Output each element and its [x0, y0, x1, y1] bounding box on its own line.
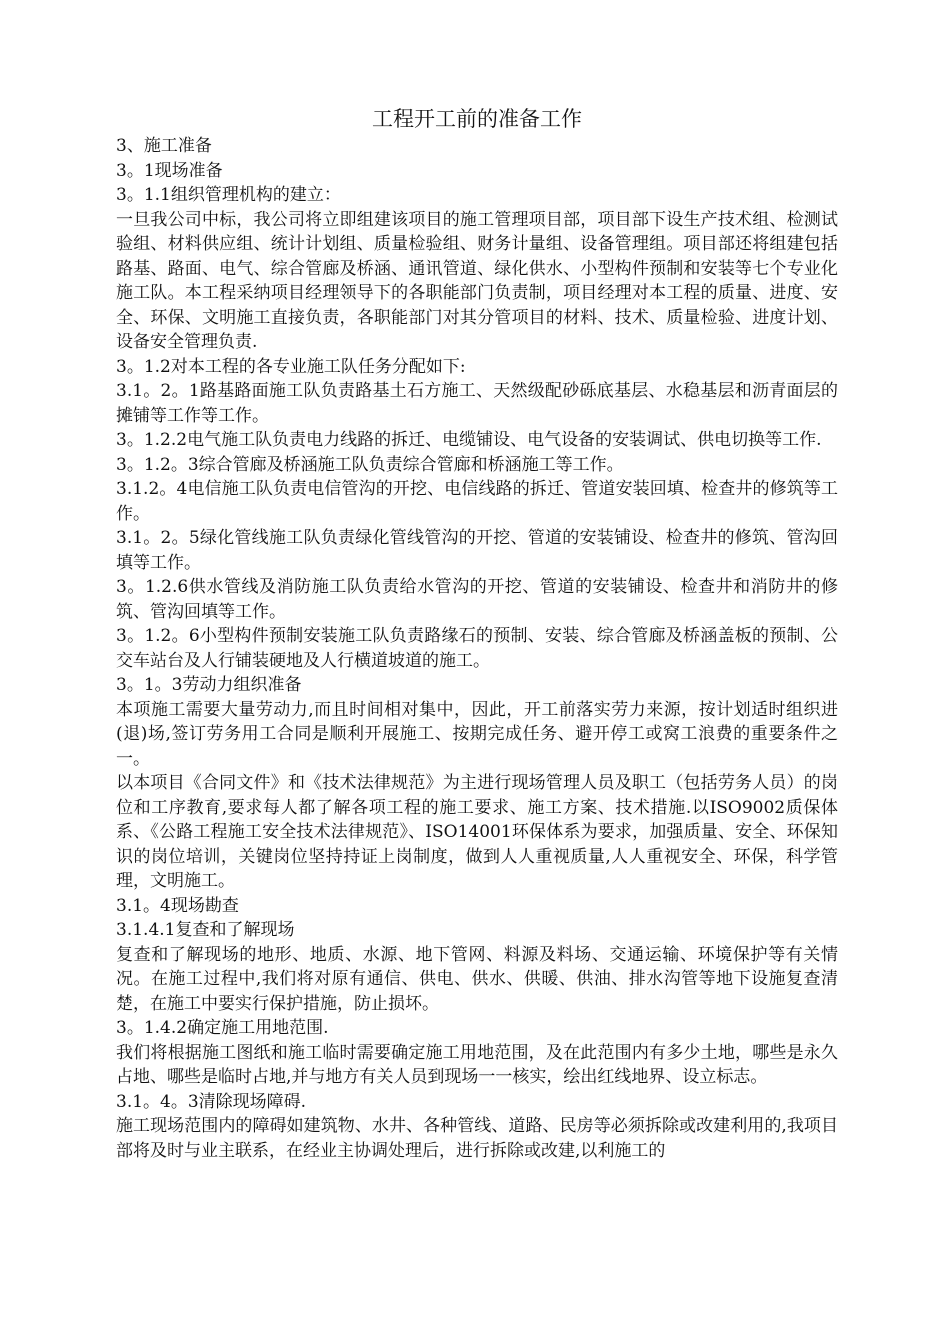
paragraph: 复查和了解现场的地形、地质、水源、地下管网、料源及料场、交通运输、环境保护等有关情况。在施工过程中,我们将对原有通信、供电、供水、供暖、供油、排水沟管等地下设施复查清楚，在施工中要实行保护措施，防止损坏。 [116, 944, 838, 1014]
paragraph: 3、施工准备 [116, 136, 212, 156]
paragraph: 以本项目《合同文件》和《技术法律规范》为主进行现场管理人员及职工（包括劳务人员）的岗位和工序教育,要求每人都了解各项工程的施工要求、施工方案、技术措施.以ISO9002质保体系、《公路工程施工安全技术法律规范》、ISO14001环保体系为要求，加强质量、安全、环保知识的岗位培训，关键岗位坚持持证上岗制度，做到人人重视质量,人人重视安全、环保，科学管理，文明施工。 [116, 773, 838, 891]
paragraph: 3.1。2。1路基路面施工队负责路基土石方施工、天然级配砂砾底基层、水稳基层和沥青面层的摊铺等工作等工作。 [116, 381, 838, 426]
paragraph: 3。1现场准备 [116, 160, 223, 181]
paragraph: 3.1。4。3清除现场障碍. [116, 1091, 307, 1112]
document-title: 工程开工前的准备工作 [372, 107, 582, 131]
paragraph: 3。1.2.6供水管线及消防施工队负责给水管沟的开挖、管道的安装铺设、检查井和消防井的修筑、管沟回填等工作。 [116, 577, 838, 622]
paragraph: 3。1.2.2电气施工队负责电力线路的拆迁、电缆铺设、电气设备的安装调试、供电切换等工作. [116, 430, 822, 450]
paragraph: 3.1。4现场勘查 [116, 895, 239, 916]
paragraph: 3。1.4.2确定施工用地范围. [116, 1018, 329, 1038]
document-page [116, 104, 838, 1163]
paragraph: 本项施工需要大量劳动力,而且时间相对集中，因此，开工前落实劳力来源，按计划适时组织进(退)场,签订劳务用工合同是顺利开展施工、按期完成任务、避开停工或窝工浪费的重要条件之一。 [116, 699, 838, 769]
paragraph: 3.1。2。5绿化管线施工队负责绿化管线管沟的开挖、管道的安装铺设、检查井的修筑、管沟回填等工作。 [116, 528, 838, 573]
paragraph: 我们将根据施工图纸和施工临时需要确定施工用地范围，及在此范围内有多少土地，哪些是永久占地、哪些是临时占地,并与地方有关人员到现场一一核实，绘出红线地界、设立标志。 [116, 1042, 838, 1087]
paragraph: 一旦我公司中标，我公司将立即组建该项目的施工管理项目部，项目部下设生产技术组、检测试验组、材料供应组、统计计划组、质量检验组、财务计量组、设备管理组。项目部还将组建包括路基、路面、电气、综合管廊及桥涵、通讯管道、绿化供水、小型构件预制和安装等七个专业化施工队。本工程采纳项目经理领导下的各职能部门负责制，项目经理对本工程的质量、进度、安全、环保、文明施工直接负责，各职能部门对其分管项目的材料、技术、质量检验、进度计划、设备安全管理负责. [116, 209, 838, 352]
paragraph: 3。1.2。3综合管廊及桥涵施工队负责综合管廊和桥涵施工等工作。 [116, 454, 624, 475]
paragraph: 3。1.2。6小型构件预制安装施工队负责路缘石的预制、安装、综合管廊及桥涵盖板的预制、公交车站台及人行铺装硬地及人行横道坡道的施工。 [116, 626, 838, 671]
paragraph: 施工现场范围内的障碍如建筑物、水井、各种管线、道路、民房等必须拆除或改建利用的,我项目部将及时与业主联系，在经业主协调处理后，进行拆除或改建,以利施工的 [116, 1116, 838, 1161]
paragraph: 3。1.2对本工程的各专业施工队任务分配如下: [116, 356, 466, 377]
paragraph: 3。1.1组织管理机构的建立： [116, 185, 341, 205]
paragraph: 3.1.2。4电信施工队负责电信管沟的开挖、电信线路的拆迁、管道安装回填、检查井的修筑等工作。 [116, 479, 838, 524]
paragraph: 3。1。3劳动力组织准备 [116, 675, 302, 695]
paragraph: 3.1.4.1复查和了解现场 [116, 920, 295, 940]
